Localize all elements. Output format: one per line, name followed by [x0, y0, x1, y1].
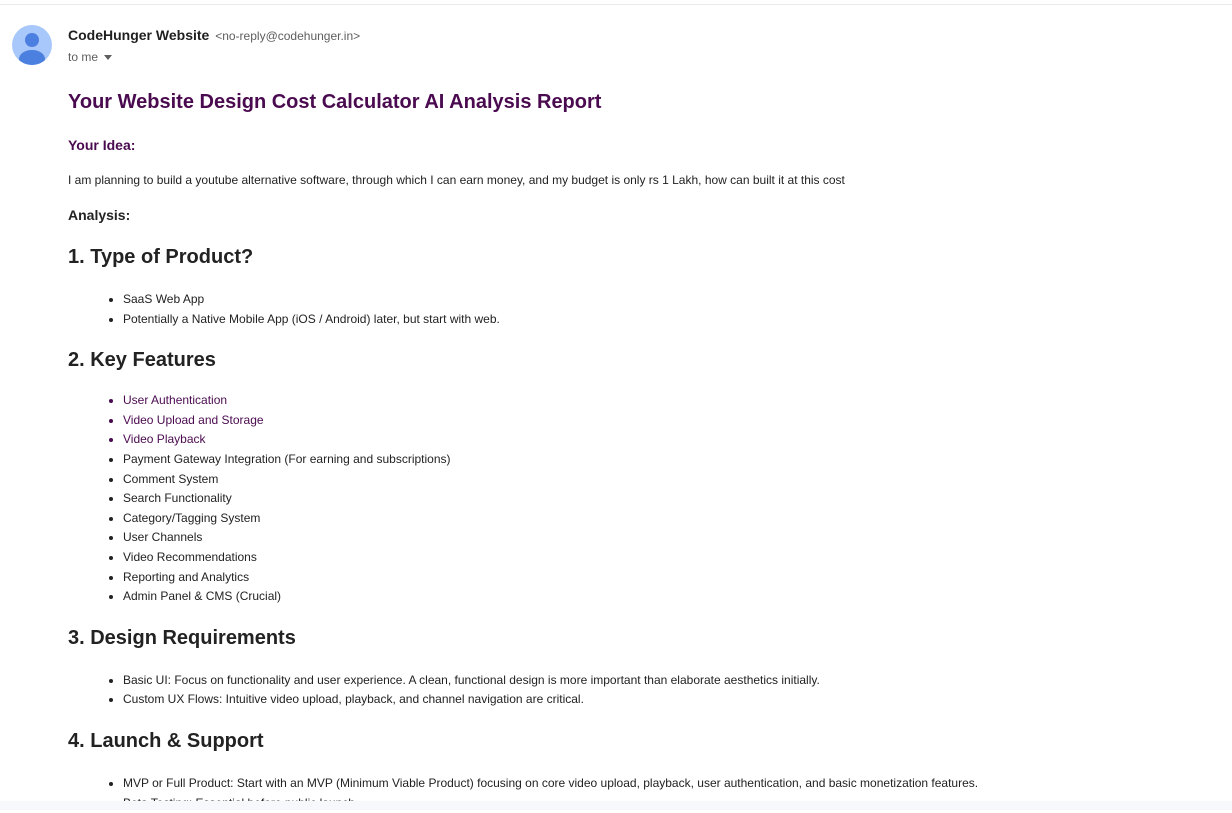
recipient-details[interactable] [68, 49, 360, 65]
caret-down-icon[interactable] [104, 55, 112, 60]
person-avatar-icon[interactable] [12, 25, 52, 65]
list-item: • Potentially a Native Mobile App (iOS / Android) later, but start with web. [123, 310, 1208, 330]
analysis-label: Analysis: [68, 206, 1208, 224]
feature-link-video-upload[interactable]: • Video Upload and Storage [123, 411, 1208, 431]
feature-link-user-authentication[interactable]: • User Authentication [123, 391, 1208, 411]
section-heading-product-type: 1. Type of Product? [68, 244, 1208, 270]
list-item: • Basic UI: Focus on functionality and user experience. A clean, functional design is more important than elaborate aesthetics initially. [123, 671, 1208, 691]
feature-link-video-playback[interactable]: • Video Playback [123, 430, 1208, 450]
section-heading-key-features: 2. Key Features [68, 347, 1208, 373]
key-features-list [68, 391, 1208, 607]
idea-text: I am planning to build a youtube alternative software, through which I can earn money, and my budget is only rs 1 Lakh, how can built it at this cost [68, 172, 1208, 188]
email-body [68, 88, 1208, 813]
sender-name[interactable]: CodeHunger Website [68, 27, 209, 43]
section-heading-design-requirements: 3. Design Requirements [68, 625, 1208, 651]
list-item: • Comment System [123, 470, 1208, 490]
list-item: • SaaS Web App [123, 290, 1208, 310]
list-item: • Category/Tagging System [123, 509, 1208, 529]
list-item: • Payment Gateway Integration (For earning and subscriptions) [123, 450, 1208, 470]
list-item: • User Channels [123, 528, 1208, 548]
list-item: • Search Functionality [123, 489, 1208, 509]
idea-label: Your Idea: [68, 136, 1208, 154]
sender-email: <no-reply@codehunger.in> [215, 29, 360, 43]
design-requirements-list [68, 671, 1208, 710]
top-divider [0, 4, 1232, 5]
sender-block [68, 26, 360, 65]
report-title: Your Website Design Cost Calculator AI Analysis Report [68, 88, 1208, 116]
sender-line [68, 26, 360, 45]
product-type-list [68, 290, 1208, 329]
bottom-edge [0, 801, 1232, 810]
list-item: • Custom UX Flows: Intuitive video upload, playback, and channel navigation are critical. [123, 690, 1208, 710]
list-item: • MVP or Full Product: Start with an MVP (Minimum Viable Product) focusing on core video upload, playback, user authentication, and basic monetization features. [123, 774, 1208, 794]
to-label: to me [68, 49, 98, 65]
list-item: • Reporting and Analytics [123, 568, 1208, 588]
section-heading-launch-support: 4. Launch & Support [68, 728, 1208, 754]
list-item: • Admin Panel & CMS (Crucial) [123, 587, 1208, 607]
list-item: • Video Recommendations [123, 548, 1208, 568]
email-header [12, 25, 360, 69]
